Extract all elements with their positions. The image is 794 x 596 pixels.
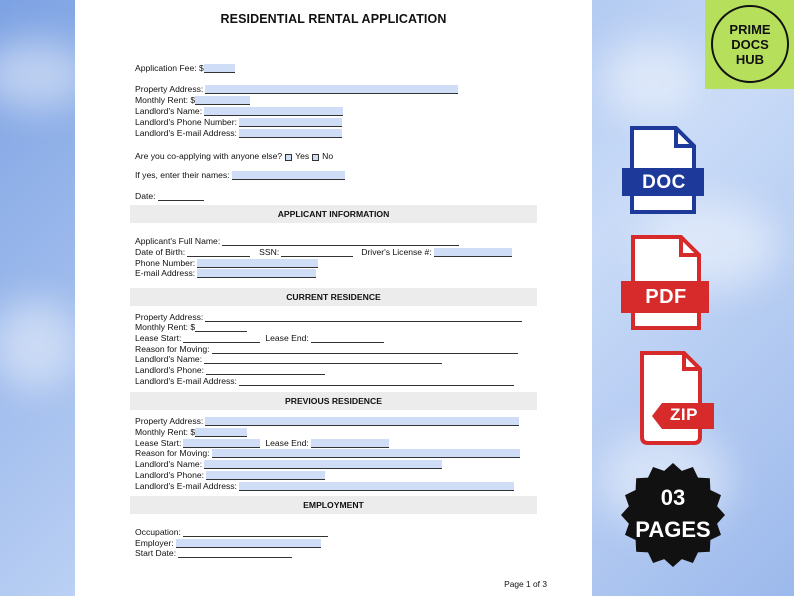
- section-header-applicant: APPLICANT INFORMATION: [130, 205, 537, 223]
- badge-text: [620, 482, 726, 546]
- pdf-label: PDF: [645, 286, 687, 308]
- field-label: Landlord's Phone:: [135, 365, 205, 376]
- section-header-previous: PREVIOUS RESIDENCE: [130, 392, 537, 410]
- field-label: Applicant's Full Name:: [135, 236, 221, 247]
- current-landlord-phone-input[interactable]: [206, 366, 325, 375]
- monthly-rent-row: [135, 95, 250, 105]
- background-cloud: [0, 300, 80, 390]
- current-rent-row: [135, 322, 247, 332]
- field-label: Lease Start:: [135, 333, 182, 344]
- background-cloud: [600, 40, 700, 120]
- brand-logo: [705, 0, 794, 89]
- application-fee-input[interactable]: [204, 64, 235, 73]
- previous-landlord-email-row: [135, 481, 514, 491]
- field-label: Phone Number:: [135, 258, 196, 269]
- previous-landlord-name-input[interactable]: [204, 460, 442, 469]
- field-label: Landlord's Phone:: [135, 470, 205, 481]
- field-label: Property Address:: [135, 84, 204, 95]
- current-rent-input[interactable]: [195, 323, 247, 332]
- license-input[interactable]: [434, 248, 512, 257]
- yes-checkbox[interactable]: [285, 154, 292, 161]
- previous-lease-start-input[interactable]: [183, 439, 260, 448]
- start-date-input[interactable]: [178, 549, 292, 558]
- occupation-input[interactable]: [183, 528, 328, 537]
- date-input[interactable]: [158, 192, 204, 201]
- applicant-phone-row: [135, 258, 318, 268]
- coapply-question: Are you co-applying with anyone else?: [135, 151, 283, 162]
- applicant-name-input[interactable]: [222, 237, 459, 246]
- field-label: Monthly Rent: $: [135, 95, 196, 106]
- previous-landlord-name-row: [135, 459, 442, 469]
- dob-input[interactable]: [187, 248, 250, 257]
- page-number: Page 1 of 3: [504, 579, 547, 589]
- ssn-input[interactable]: [281, 248, 353, 257]
- previous-reason-row: [135, 448, 520, 458]
- zip-label: ZIP: [670, 405, 698, 424]
- logo-line: DOCS: [731, 36, 769, 52]
- field-label: Lease Start:: [135, 438, 182, 449]
- occupation-row: [135, 527, 328, 537]
- logo-line: PRIME: [729, 21, 771, 37]
- property-address-row: [135, 84, 458, 94]
- landlord-email-input[interactable]: [239, 129, 342, 138]
- previous-lease-end-input[interactable]: [311, 439, 389, 448]
- field-label: Landlord's E-mail Address:: [135, 128, 237, 139]
- field-label: Driver's License #:: [361, 247, 432, 258]
- no-checkbox[interactable]: [312, 154, 319, 161]
- field-label: Landlord's Name:: [135, 459, 203, 470]
- field-label: Start Date:: [135, 548, 177, 559]
- current-reason-input[interactable]: [212, 345, 518, 354]
- previous-address-input[interactable]: [205, 417, 519, 426]
- employer-row: [135, 538, 321, 548]
- no-label: No: [322, 151, 334, 162]
- field-label: SSN:: [259, 247, 280, 258]
- applicant-email-row: [135, 268, 316, 278]
- applicant-name-row: [135, 236, 459, 246]
- current-lease-row: [135, 333, 384, 343]
- section-header-current: CURRENT RESIDENCE: [130, 288, 537, 306]
- logo-line: HUB: [735, 51, 765, 67]
- date-row: [135, 191, 204, 201]
- landlord-name-row: [135, 106, 343, 116]
- yes-label: Yes: [295, 151, 310, 162]
- email-input[interactable]: [197, 269, 316, 278]
- field-label: Landlord's E-mail Address:: [135, 376, 237, 387]
- pages-word: PAGES: [635, 517, 711, 542]
- field-label: Landlord's E-mail Address:: [135, 481, 237, 492]
- field-label: Monthly Rent: $: [135, 427, 196, 438]
- current-address-input[interactable]: [205, 313, 522, 322]
- pdf-file-shape: [621, 235, 711, 330]
- current-lease-end-input[interactable]: [311, 334, 384, 343]
- current-reason-row: [135, 344, 518, 354]
- zip-file-shape: [628, 351, 716, 446]
- field-label: Reason for Moving:: [135, 344, 210, 355]
- current-landlord-email-input[interactable]: [239, 377, 514, 386]
- section-header-employment: EMPLOYMENT: [130, 496, 537, 514]
- zip-file-icon: [628, 351, 716, 446]
- phone-input[interactable]: [197, 259, 318, 268]
- field-label: Employer:: [135, 538, 174, 549]
- page-count: 03: [660, 485, 686, 510]
- doc-file-icon: [622, 126, 706, 214]
- field-label: Occupation:: [135, 527, 181, 538]
- field-label: Property Address:: [135, 312, 204, 323]
- property-address-input[interactable]: [205, 85, 458, 94]
- previous-landlord-email-input[interactable]: [239, 482, 514, 491]
- current-lease-start-input[interactable]: [183, 334, 260, 343]
- pdf-file-icon: [621, 235, 711, 330]
- field-label: If yes, enter their names:: [135, 170, 230, 181]
- current-landlord-email-row: [135, 376, 514, 386]
- field-label: E-mail Address:: [135, 268, 196, 279]
- field-label: Monthly Rent: $: [135, 322, 196, 333]
- previous-reason-input[interactable]: [212, 449, 520, 458]
- monthly-rent-input[interactable]: [195, 96, 250, 105]
- field-label: Property Address:: [135, 416, 204, 427]
- doc-file-shape: [622, 126, 706, 214]
- pages-badge: [620, 462, 726, 568]
- landlord-phone-input[interactable]: [239, 118, 342, 127]
- logo-ring: [711, 5, 789, 83]
- applicant-dob-row: [135, 247, 512, 257]
- previous-address-row: [135, 416, 519, 426]
- landlord-email-row: [135, 128, 342, 138]
- previous-rent-row: [135, 427, 247, 437]
- field-label: Date of Birth:: [135, 247, 186, 258]
- coapplicant-names-input[interactable]: [232, 171, 345, 180]
- employer-input[interactable]: [176, 539, 321, 548]
- document-title: RESIDENTIAL RENTAL APPLICATION: [220, 12, 447, 26]
- field-label: Date:: [135, 191, 156, 202]
- application-fee-row: [135, 63, 235, 73]
- start-date-row: [135, 548, 292, 558]
- current-address-row: [135, 312, 522, 322]
- previous-lease-row: [135, 438, 389, 448]
- current-landlord-name-input[interactable]: [204, 355, 442, 364]
- field-label: Application Fee: $: [135, 63, 204, 74]
- previous-landlord-phone-input[interactable]: [206, 471, 325, 480]
- previous-landlord-phone-row: [135, 470, 325, 480]
- coapplicant-names-row: [135, 170, 345, 180]
- landlord-name-input[interactable]: [204, 107, 343, 116]
- coapply-row: [135, 151, 333, 161]
- current-landlord-phone-row: [135, 365, 325, 375]
- previous-rent-input[interactable]: [195, 428, 247, 437]
- field-label: Lease End:: [265, 438, 309, 449]
- field-label: Lease End:: [265, 333, 309, 344]
- field-label: Landlord's Name:: [135, 106, 203, 117]
- landlord-phone-row: [135, 117, 342, 127]
- field-label: Landlord's Name:: [135, 354, 203, 365]
- document-page: [75, 0, 592, 596]
- current-landlord-name-row: [135, 354, 442, 364]
- field-label: Reason for Moving:: [135, 448, 210, 459]
- field-label: Landlord's Phone Number:: [135, 117, 237, 128]
- doc-label: DOC: [642, 172, 686, 193]
